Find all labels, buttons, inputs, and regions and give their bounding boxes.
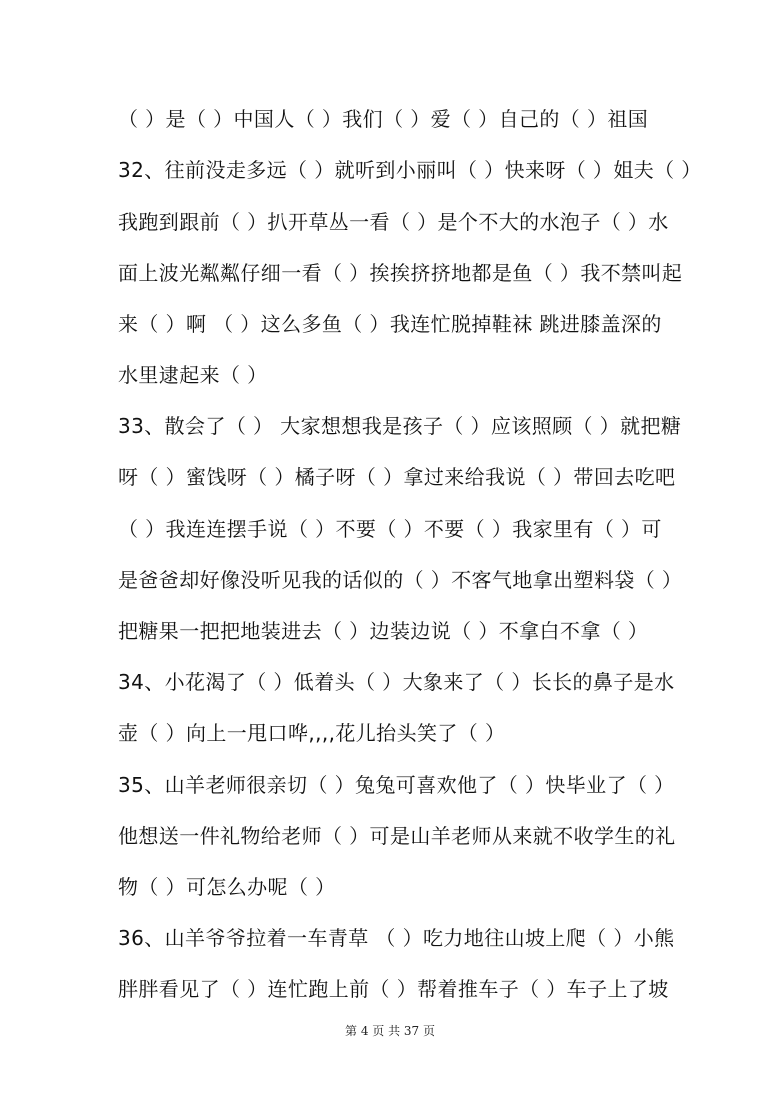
text-line: （ ）是（ ）中国人（ ）我们（ ）爱（ ）自己的（ ）祖国 xyxy=(118,107,649,131)
text-line: 33、散会了（ ） 大家想想我是孩子（ ）应该照顾（ ）就把糖 xyxy=(118,414,682,438)
text-line: 呀（ ）蜜饯呀（ ）橘子呀（ ）拿过来给我说（ ）带回去吃吧 xyxy=(118,465,676,489)
text-line: 我跑到跟前（ ）扒开草丛一看（ ）是个不大的水泡子（ ）水 xyxy=(118,210,669,234)
text-line: 32、往前没走多远（ ）就听到小丽叫（ ）快来呀（ ）姐夫（ ） xyxy=(118,158,702,182)
text-line: 壶（ ）向上一甩口哗,,,,花儿抬头笑了（ ） xyxy=(118,721,506,745)
text-line: 把糖果一把把地装进去（ ）边装边说（ ）不拿白不拿（ ） xyxy=(118,619,649,643)
text-line: 34、小花渴了（ ）低着头（ ）大象来了（ ）长长的鼻子是水 xyxy=(118,670,675,694)
text-line: 是爸爸却好像没听见我的话似的（ ）不客气地拿出塑料袋（ ） xyxy=(118,568,683,592)
text-line: 物（ ）可怎么办呢（ ） xyxy=(118,875,336,899)
text-line: 来（ ）啊 （ ）这么多鱼（ ）我连忙脱掉鞋袜 跳进膝盖深的 xyxy=(118,312,662,336)
page-number-footer: 第 4 页 共 37 页 xyxy=(345,1024,435,1038)
text-line: 他想送一件礼物给老师（ ）可是山羊老师从来就不收学生的礼 xyxy=(118,824,676,848)
text-line: （ ）我连连摆手说（ ）不要（ ）不要（ ）我家里有（ ）可 xyxy=(118,517,662,541)
text-line: 水里逮起来（ ） xyxy=(118,363,268,387)
text-line: 36、山羊爷爷拉着一车青草 （ ）吃力地往山坡上爬（ ）小熊 xyxy=(118,926,675,950)
text-line: 35、山羊老师很亲切（ ）兔兔可喜欢他了（ ）快毕业了（ ） xyxy=(118,773,675,797)
text-line: 面上波光粼粼仔细一看（ ）挨挨挤挤地都是鱼（ ）我不禁叫起 xyxy=(118,261,683,285)
text-line: 胖胖看见了（ ）连忙跑上前（ ）帮着推车子（ ）车子上了坡 xyxy=(118,977,669,1001)
